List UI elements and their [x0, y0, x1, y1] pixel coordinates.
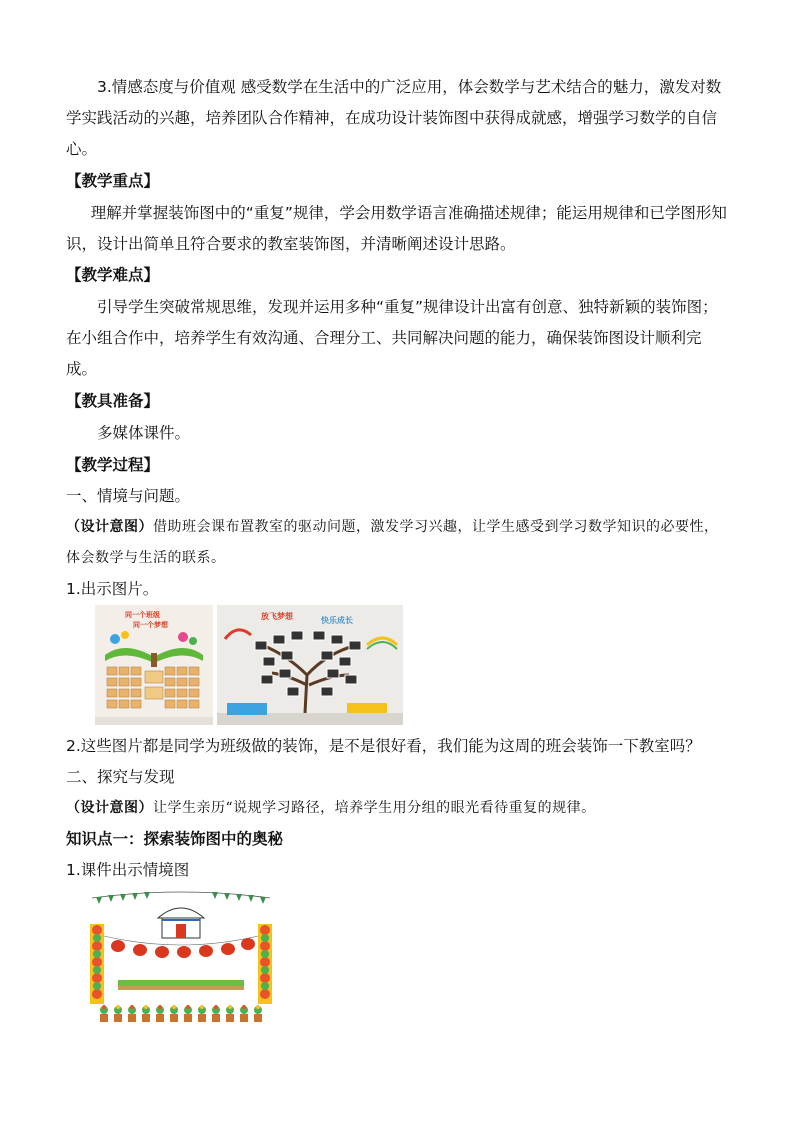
decoration-scene-image: [88, 884, 274, 1026]
design-intent-tag: （设计意图）: [66, 519, 153, 535]
tools-heading: 【教具准备】: [66, 392, 160, 410]
photo1-line2: 同一个梦想: [133, 621, 168, 629]
classroom-wall-photo-1: [95, 605, 213, 725]
step-question: 2.这些图片都是同学为班级做的装饰，是不是很好看，我们能为这周的班会装饰一下教室吗？: [66, 737, 701, 755]
design-intent-tag: （设计意图）: [66, 800, 153, 816]
design-intent-text: 借助班会课布置教室的驱动问题，激发学习兴趣，让学生感受到学习数学知识的必要性，体会数学与生活的联系。: [66, 519, 719, 566]
tools-text: 多媒体课件。: [97, 424, 191, 442]
design-intent-2: [66, 793, 728, 824]
section2-title: 二、探究与发现: [66, 768, 175, 786]
photo1-line1: 同一个班级: [125, 611, 160, 619]
key-points-text: 理解并掌握装饰图中的“重复”规律，学会用数学语言准确描述规律；能运用规律和已学图形知识，设计出简单且符合要求的教室装饰图，并清晰阐述设计思路。: [66, 204, 727, 253]
classroom-wall-photo-2: [217, 605, 403, 725]
design-intent-1: [66, 512, 728, 574]
photo2-line1: 放飞梦想: [261, 612, 293, 621]
process-heading: 【教学过程】: [66, 456, 160, 474]
design-intent-text: 让学生亲历“说规学习路径，培养学生用分组的眼光看待重复的规律。: [153, 800, 596, 816]
difficulty-heading: 【教学难点】: [66, 266, 160, 284]
knowledge-point-1: 知识点一：探索装饰图中的奥秘: [66, 830, 284, 848]
step-show-pictures: 1.出示图片。: [66, 580, 159, 598]
step-show-scene: 1.课件出示情境图: [66, 861, 190, 879]
difficulty-text: 引导学生突破常规思维，发现并运用多种“重复”规律设计出富有创意、独特新颖的装饰图；在小组合作中，培养学生有效沟通、合理分工、共同解决问题的能力，确保装饰图设计顺利完成。: [66, 298, 718, 378]
photo2-line2: 快乐成长: [321, 616, 353, 625]
objective-3: 3.情感态度与价值观 感受数学在生活中的广泛应用，体会数学与艺术结合的魅力，激发对数学实践活动的兴趣，培养团队合作精神，在成功设计装饰图中获得成就感，增强学习数学的自信心。: [66, 78, 722, 158]
section1-title: 一、情境与问题。: [66, 487, 191, 505]
key-points-heading: 【教学重点】: [66, 172, 160, 190]
